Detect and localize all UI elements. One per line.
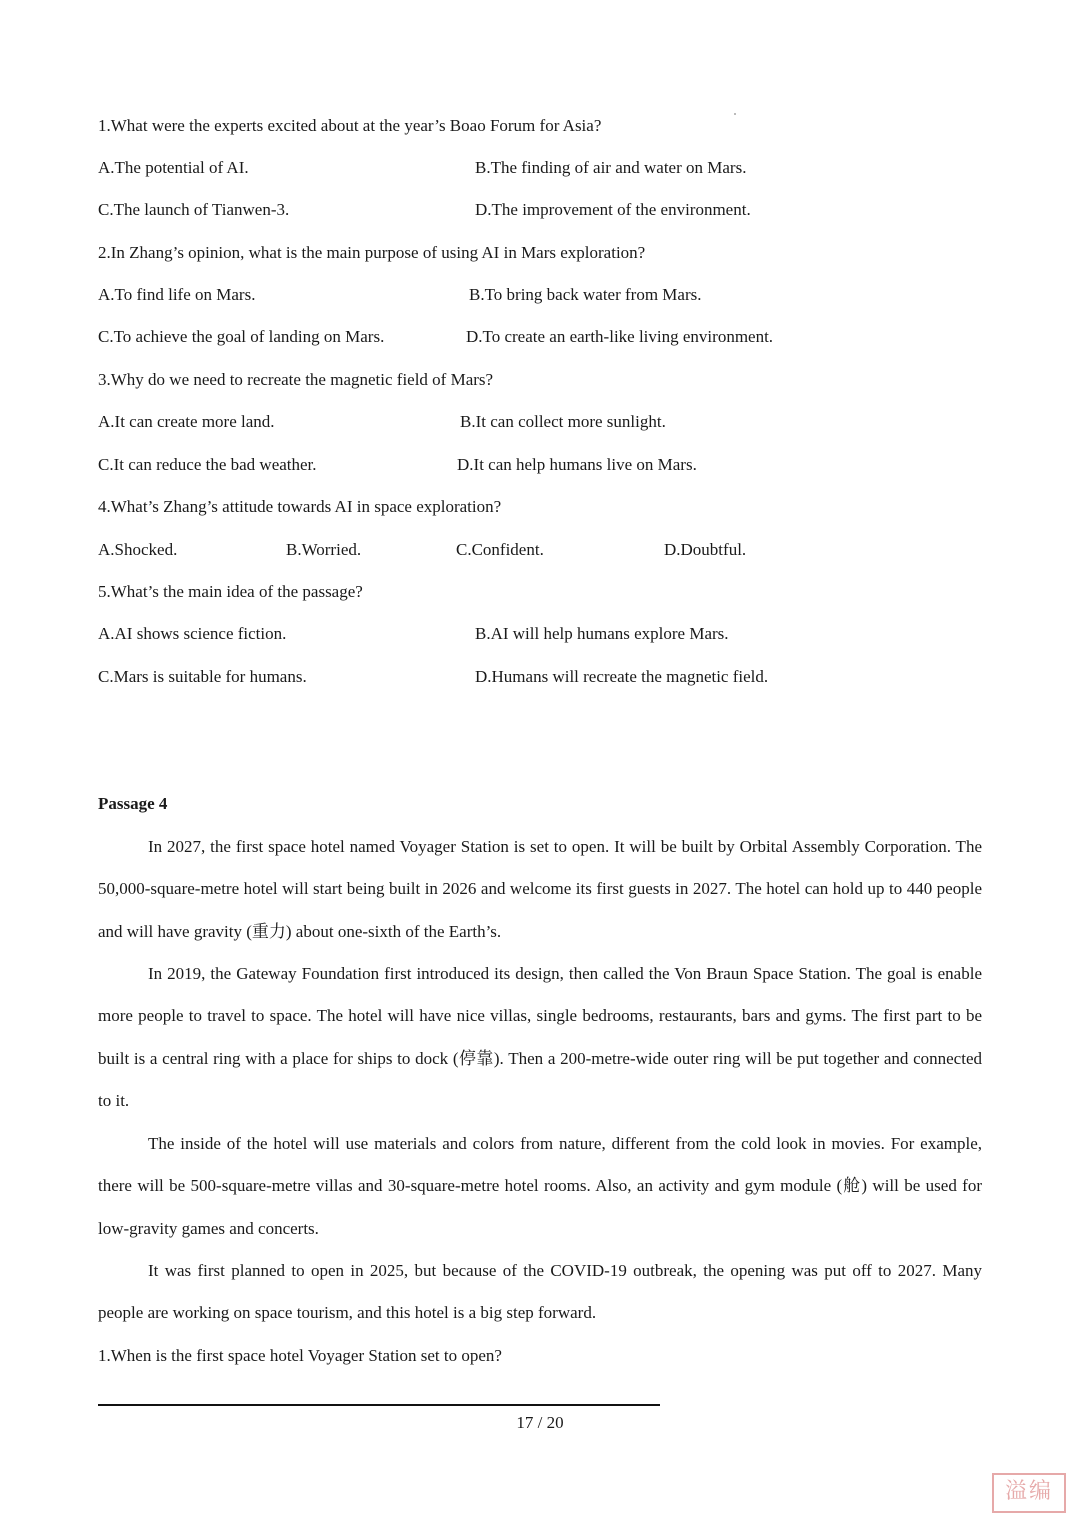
q1-option-c: C.The launch of Tianwen-3. <box>98 200 290 219</box>
passage-paragraph: It was first planned to open in 2025, but because of the COVID-19 outbreak, the opening was put off to 2027. Many people are working on space tourism, and this hotel is a big step forward. <box>98 1261 982 1323</box>
q5-option-a: A.AI shows science fiction. <box>98 624 287 643</box>
page-number: 17 / 20 <box>516 1413 564 1432</box>
q3-option-d: D.It can help humans live on Mars. <box>457 455 697 474</box>
question-2: 2.In Zhang’s opinion, what is the main purpose of using AI in Mars exploration? <box>98 243 646 262</box>
q2-option-a: A.To find life on Mars. <box>98 285 256 304</box>
q5-option-b: B.AI will help humans explore Mars. <box>475 624 729 643</box>
q1-option-a: A.The potential of AI. <box>98 158 249 177</box>
passage-title: Passage 4 <box>98 794 168 813</box>
footer-divider <box>98 1404 660 1406</box>
q3-option-c: C.It can reduce the bad weather. <box>98 455 317 474</box>
q3-option-a: A.It can create more land. <box>98 412 275 431</box>
q5-option-d: D.Humans will recreate the magnetic field. <box>475 667 769 686</box>
q2-option-d: D.To create an earth-like living environment. <box>466 327 774 346</box>
speck <box>734 113 736 115</box>
passage4-question-1: 1.When is the first space hotel Voyager Station set to open? <box>98 1346 502 1365</box>
passage-paragraph: The inside of the hotel will use materials and colors from nature, different from the cold look in movies. For example, there will be 500-square-metre villas and 30-square-metre hotel rooms. Also, an activity and gym module (舱) will be used for low-gravity games and concerts. <box>98 1134 982 1238</box>
question-1: 1.What were the experts excited about at the year’s Boao Forum for Asia? <box>98 116 602 135</box>
q5-option-c: C.Mars is suitable for humans. <box>98 667 307 686</box>
q1-option-b: B.The finding of air and water on Mars. <box>475 158 747 177</box>
passage-paragraph: In 2027, the first space hotel named Voyager Station is set to open. It will be built by Orbital Assembly Corporation. The 50,000-square-metre hotel will start being built in 2026 and welcome its first guests in 2027. The hotel can hold up to 440 people and will have gravity (重力) about one-sixth of the Earth’s. <box>98 837 982 941</box>
q4-option-c: C.Confident. <box>456 540 544 559</box>
watermark-stamp: 溢编 <box>992 1473 1066 1513</box>
question-3: 3.Why do we need to recreate the magnetic field of Mars? <box>98 370 494 389</box>
passage-paragraph: In 2019, the Gateway Foundation first introduced its design, then called the Von Braun Space Station. The goal is enable more people to travel to space. The hotel will have nice villas, single bedrooms, restaurants, bars and gyms. The first part to be built is a central ring with a place for ships to dock (停靠). Then a 200-metre-wide outer ring will be put together and connected to it. <box>98 964 982 1111</box>
q4-option-a: A.Shocked. <box>98 540 178 559</box>
q1-option-d: D.The improvement of the environment. <box>475 200 751 219</box>
q3-option-b: B.It can collect more sunlight. <box>460 412 666 431</box>
q2-option-b: B.To bring back water from Mars. <box>469 285 702 304</box>
q2-option-c: C.To achieve the goal of landing on Mars. <box>98 327 385 346</box>
q4-option-b: B.Worried. <box>286 540 362 559</box>
q4-option-d: D.Doubtful. <box>664 540 747 559</box>
question-5: 5.What’s the main idea of the passage? <box>98 582 363 601</box>
question-4: 4.What’s Zhang’s attitude towards AI in space exploration? <box>98 497 502 516</box>
